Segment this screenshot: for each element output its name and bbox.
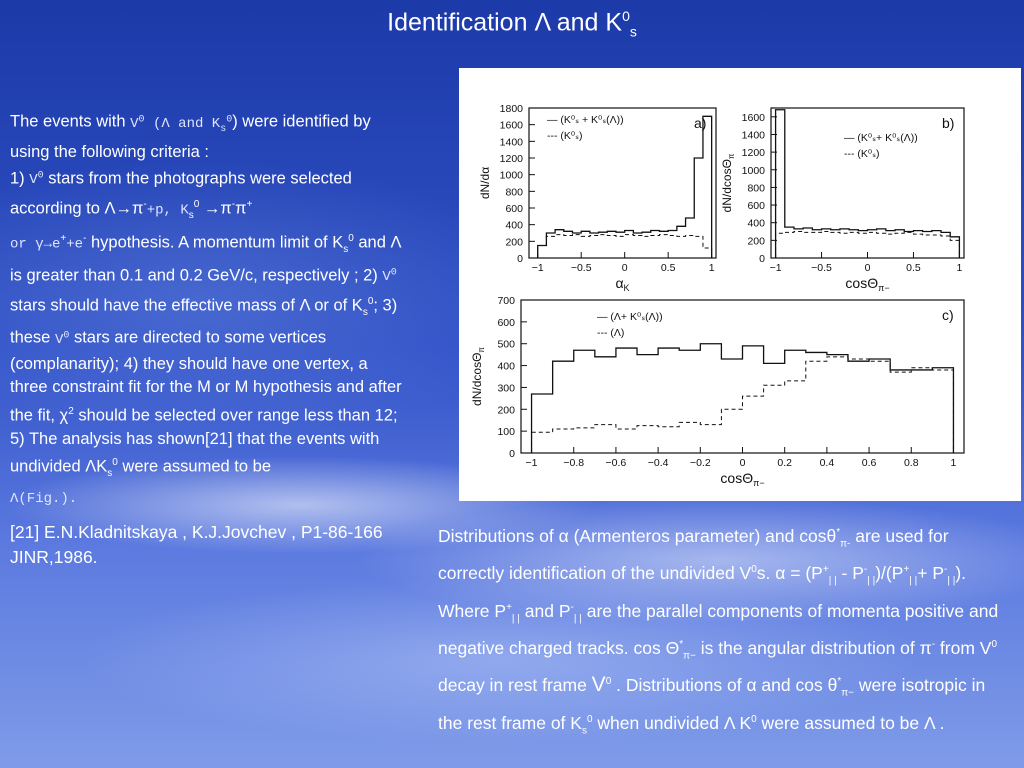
y-tick-label: 1200 [741,147,765,160]
title-and-k: and K [549,8,623,37]
criteria-text: were assumed to be [117,457,271,476]
y-tick-label: 400 [497,360,515,373]
y-axis-label: dN/dcosΘ$_\pi$ [720,153,736,213]
criteria-text: +p, K [146,202,189,219]
x-tick-label: −0.8 [563,457,585,469]
y-tick-label: 200 [497,404,515,417]
criteria-text: ) were identified by using the following criteria : [10,112,371,162]
panel-label: b) [942,115,955,131]
criteria-text: ; 3) these [10,296,398,347]
y-tick-label: 700 [497,295,515,307]
y-tick-label: 300 [497,382,515,395]
y-tick-label: 100 [497,426,515,439]
x-axis-label: $\alpha_K$ [615,275,630,293]
criteria-text: $V^0$ [382,267,397,286]
y-tick-label: 1400 [499,136,523,149]
panel-label: c) [942,307,954,323]
criteria-text: hypothesis. A momentum limit of K [86,233,344,252]
y-tick-label: 200 [747,235,765,248]
x-tick-label: 1 [950,457,957,469]
y-tick-label: 0 [509,448,515,460]
legend-entry: --- (Λ) [597,327,625,339]
x-axis-label: cosΘ$_{\pi-}$ [720,470,765,488]
histogram-svg [459,68,1021,501]
y-tick-label: 1800 [499,103,523,115]
x-tick-label: −0.5 [570,262,592,274]
title-lambda: Λ [534,8,550,37]
x-tick-label: 1 [708,262,715,274]
criteria-text: or γ→e [10,236,61,253]
reference-citation: [21] E.N.Kladnitskaya , K.J.Jovchev , P1-86-166 JINR,1986. [10,522,383,567]
x-tick-label: 1 [956,262,963,274]
y-tick-label: 0 [759,253,765,265]
x-tick-label: −1 [769,262,782,274]
title-text: Identification [387,8,535,37]
x-tick-label: 0 [621,262,628,274]
x-tick-label: 0.6 [861,457,877,469]
criteria-text: 1) [10,169,30,188]
y-tick-label: 800 [505,186,523,199]
criteria-text: should be selected over range less than 12; 5) The analysis has shown[21] that the events with undivided ΛK [10,406,398,476]
y-tick-label: 600 [505,203,523,215]
criteria-text: stars should have the effective mass of Λ or of K [10,296,363,315]
criteria-text: $V^0$ [29,170,44,189]
y-axis-label: dN/dα [478,166,492,200]
x-tick-label: −1 [531,262,544,274]
x-tick-label: 0.5 [660,262,676,274]
legend-entry: --- (K⁰ₛ) [547,130,583,142]
legend-entry: — (Λ+ K⁰ₛ(Λ)) [597,311,663,323]
y-tick-label: 1200 [499,153,523,165]
panel-frame [521,300,964,453]
y-tick-label: 200 [505,236,523,249]
y-tick-label: 600 [747,200,765,213]
criteria-text: $V^0$ [54,330,70,348]
criteria-text: hypothesis and after the fit, χ [10,378,402,425]
y-tick-label: 400 [505,219,523,232]
criteria-text: π [235,199,247,218]
x-tick-label: −0.6 [605,457,627,469]
criteria-text: Λ(Fig.). [10,490,78,507]
y-tick-label: 1000 [499,169,523,182]
y-tick-label: 800 [747,182,765,195]
x-tick-label: 0.4 [819,457,835,469]
distributions-paragraph: Distributions of α (Armenteros parameter) and cosθ*$_{\pi-}$ are used for correctly identification of the undivided $V^0s$. $\alpha = (P^+_{| |} - P^-_{| |})/(P^+_{| |}+ P^-_{| |})$. Where $P^+_{| |}$ and $P^-_{| |}$ are the parallel components of momenta positive and negative charged tracks. $\cos \Theta^*_{\pi-}$ is the angular distribution of π- from $V^0$ decay in rest frame $V^0$ . Distributions of α and $\cos \theta^*_{\pi-}$ were isotropic in the rest frame of $K_s^0$ when undivided Λ $K^0$ were assumed to be Λ . [438,525,999,736]
y-tick-label: 500 [497,338,515,351]
x-axis-label: cosΘ$_{\pi-}$ [845,275,890,293]
criteria-text: $V^0$ (Λ and $K_s^0$ [130,114,233,135]
y-tick-label: 1600 [741,111,765,124]
y-tick-label: 400 [747,217,765,230]
criteria-paragraph: The events with $V^0$ (Λ and $K_s^0$) were identified by using the following criteria : 1) $V^0$ stars from the photographs were selected according to Λ→π-+p, $K_s^0 \to\pi^-\pi^+$ or γ→e++e- hypothesis. A momentum limit of $K_s^0$ and Λ is greater than 0.1 and 0.2 GeV/c, respectively ; 2) $V^0$ stars should have the effective mass of Λ or of $K_s^0$; 3) these $V^0$ stars are directed to some vertices (complanarity); 4) they should have one vertex, a three constraint fit for the M or M hypothesis and after the fit, $\chi^2$ should be selected over range less than 12; 5) The analysis has shown[21] that the events with undivided $\Lambda K_s^0$ were assumed to be Λ(Fig.). [10,112,402,507]
criteria-text: stars from the photographs were selected according to Λ→π [10,169,352,218]
y-tick-label: 0 [517,253,523,265]
x-tick-label: −0.5 [811,262,832,274]
title-sup: 0 [622,8,630,24]
legend-entry: — (K⁰ₛ + K⁰ₛ(Λ)) [547,114,624,126]
y-tick-label: 1400 [741,129,765,142]
y-tick-label: 1000 [741,164,765,177]
criteria-text: The events with [10,112,131,131]
x-tick-label: −0.4 [647,457,669,469]
y-tick-label: 600 [497,316,515,329]
slide-title [0,8,1024,39]
criteria-text: and Λ is greater than 0.1 and 0.2 GeV/c, respectively ; 2) [10,233,401,285]
histogram-figure [459,68,1021,501]
x-tick-label: −1 [525,457,538,469]
x-tick-label: −0.2 [689,457,711,469]
y-tick-label: 1600 [499,119,523,132]
panel-label: a) [694,115,707,131]
x-tick-label: 0.2 [777,457,792,469]
y-axis-label: dN/dcosΘ$_\pi$ [470,347,486,406]
title-sub: s [629,23,637,40]
criteria-text: +e [66,236,84,253]
legend-entry: — (K⁰ₛ+ K⁰ₛ(Λ)) [844,132,918,144]
x-tick-label: 0.8 [903,457,919,469]
x-tick-label: 0 [739,457,746,469]
legend-entry: --- (K⁰ₛ) [844,148,880,160]
x-tick-label: 0 [864,262,871,274]
criteria-text: or M [210,378,249,397]
x-tick-label: 0.5 [906,262,921,274]
series-dashed-line [532,357,954,453]
criteria-text: stars are directed to some vertices (complanarity); 4) they should have one vertex, a three constraint fit for the M [10,328,368,397]
criteria-text: →π [199,199,232,218]
